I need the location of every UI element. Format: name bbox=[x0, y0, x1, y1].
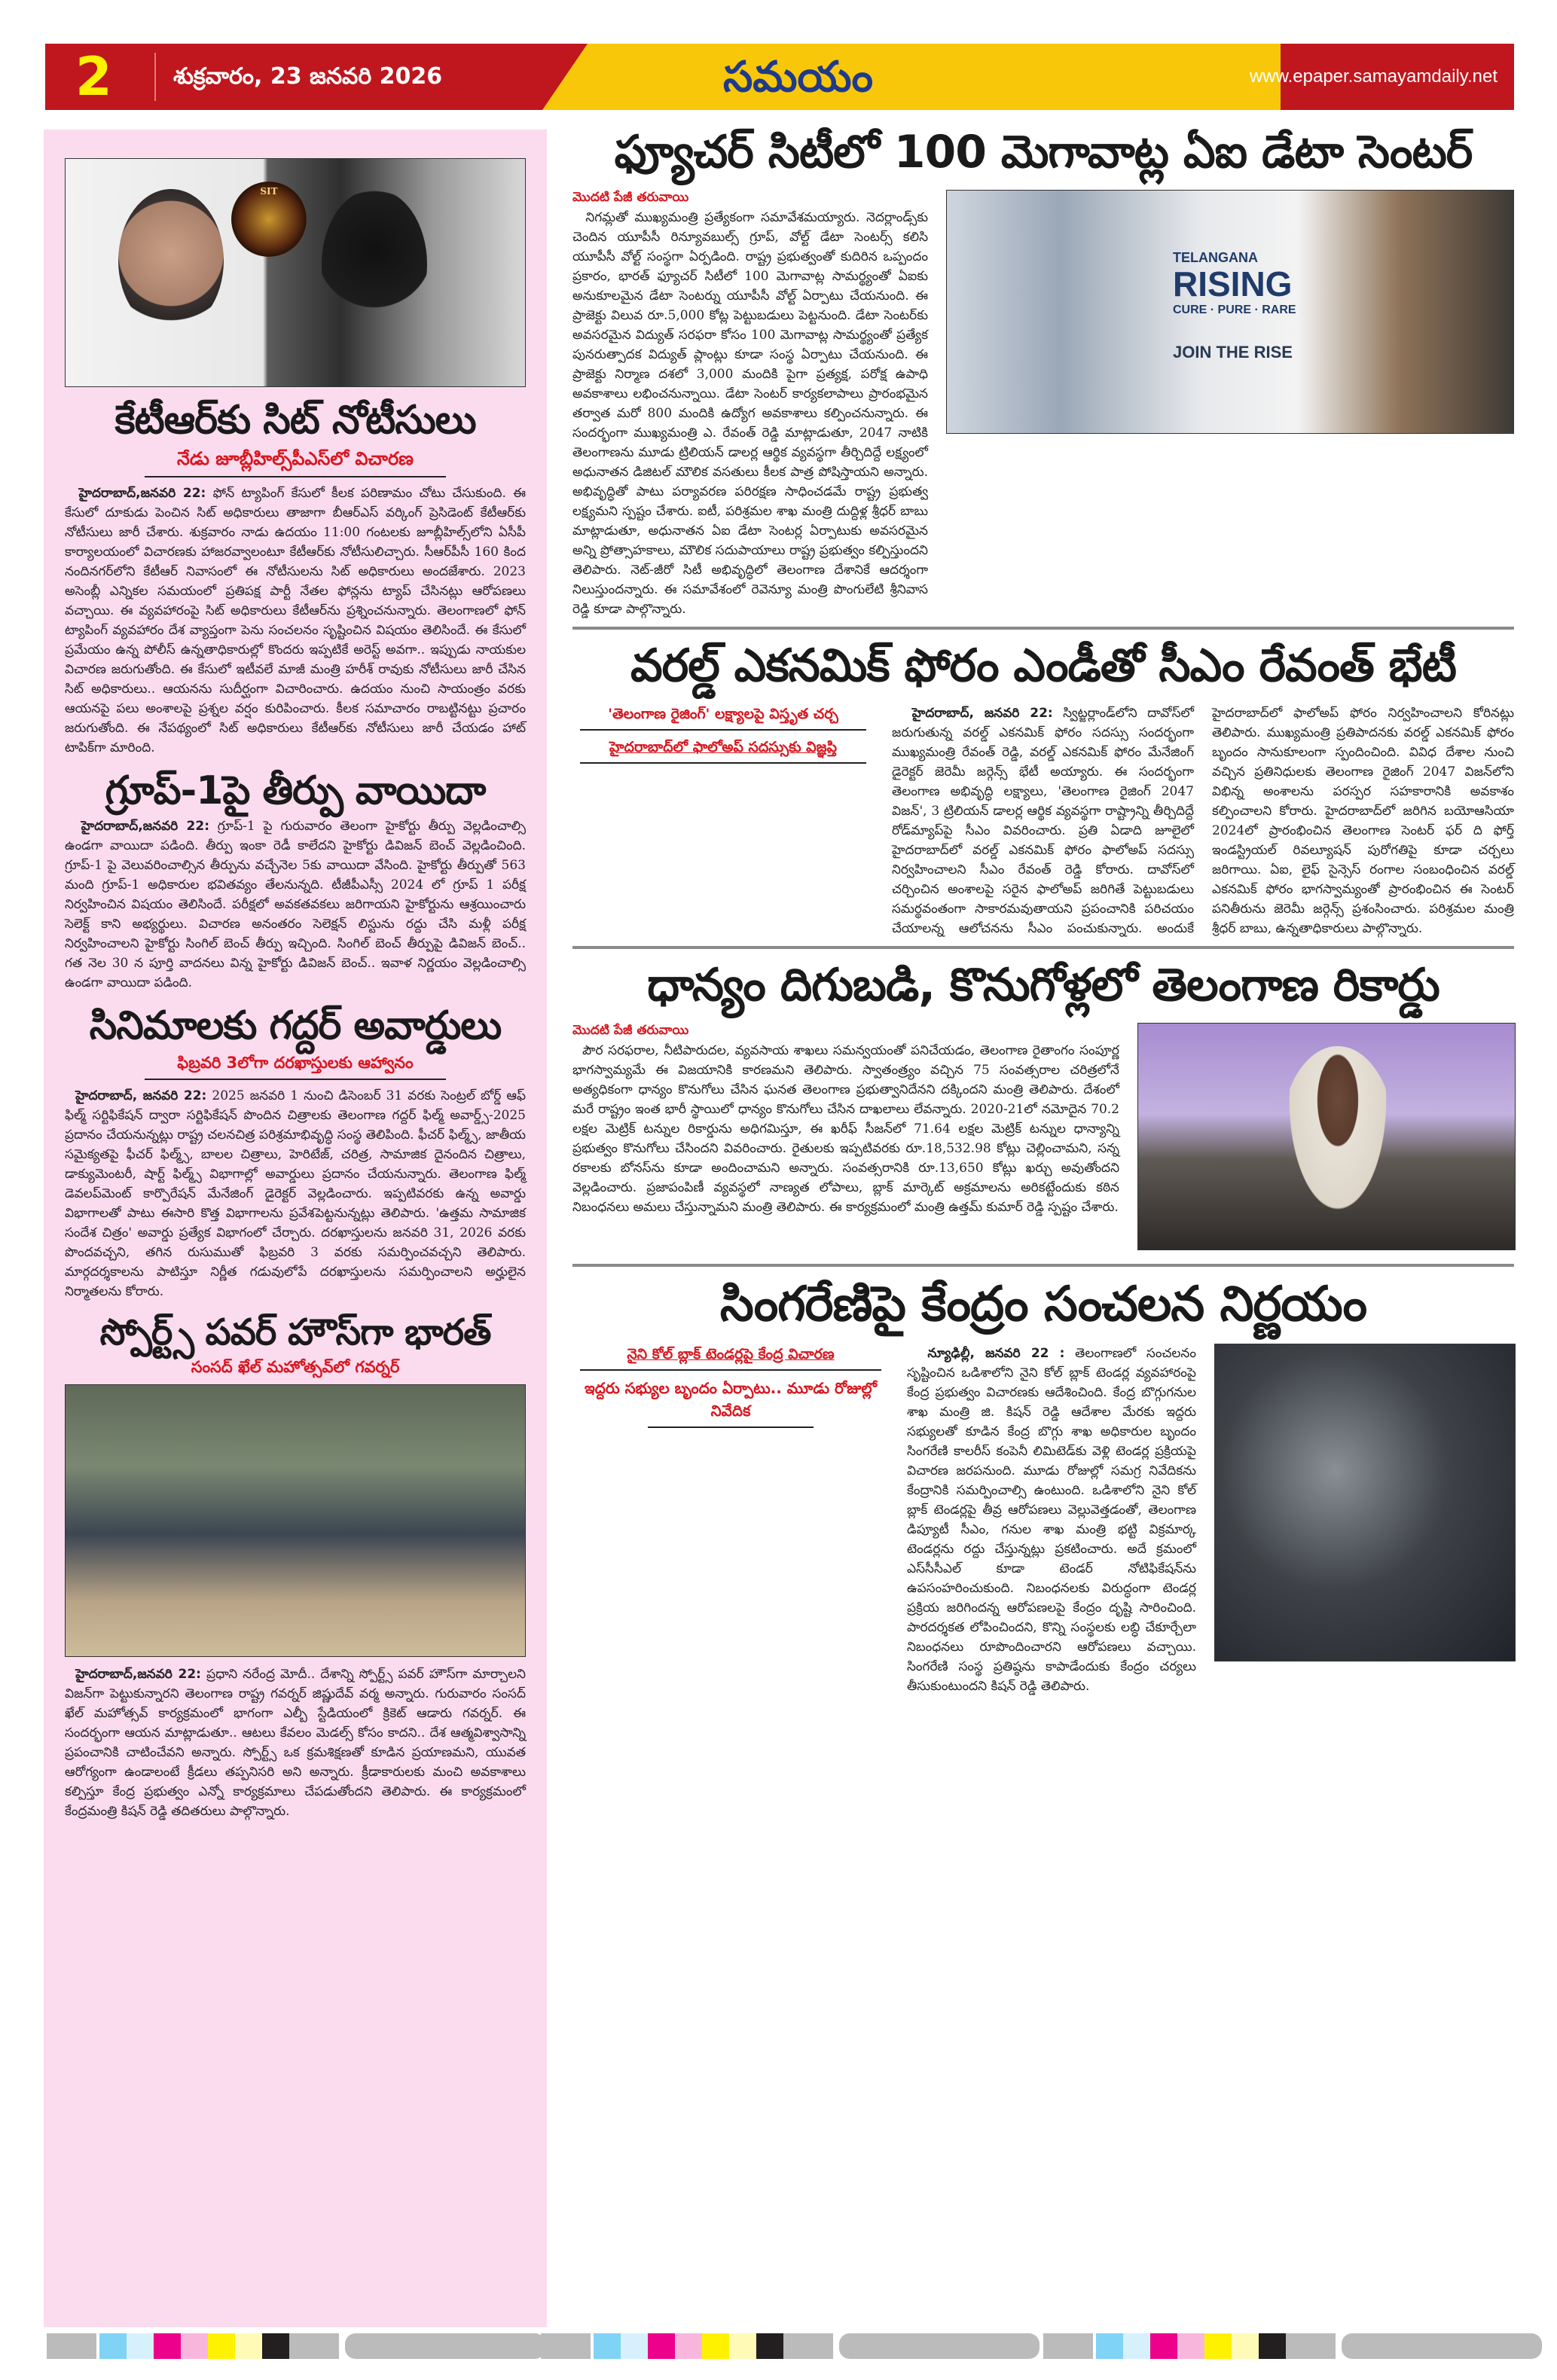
color-swatch bbox=[594, 2333, 621, 2359]
wef-text: స్విట్జర్లాండ్‌లోని దావోస్‌లో జరుగుతున్న వరల్డ్ ఎకనమిక్ ఫోరం సదస్సు సందర్భంగా ముఖ్యమంత్రి రేవంత్ రెడ్డి, వరల్డ్ ఎకనమిక్ ఫోరం మేనేజింగ్ డైరెక్టర్ జెరెమీ జర్గెన్స్ భేటీ అయ్యారు. ఈ సందర్భంగా తెలంగాణ అభివృద్ధి లక్ష్యాలు, 'తెలంగాణ రైజింగ్ 2047 విజన్', 3 ట్రిలియన్ డాలర్ల ఆర్థిక వ్యవస్థగా రాష్ట్రాన్ని తీర్చిదిద్దే రోడ్‌మ్యాప్‌పై సీఎం వివరించారు. ప్రతి ఏడాది జూలైలో హైదరాబాద్‌లో వరల్డ్ ఎకనమిక్ ఫోరం ఫాలోఅప్ సదస్సు నిర్వహించాలని సీఎం రేవంత్ రెడ్డి కోరారు. దావోస్‌లో చర్చించిన అంశాలపై సరైన ఫాలోఅప్ జరిగితే పెట్టుబడులు సమర్థవంతంగా సాకారమవుతాయని ప్రపంచానికి పరిచయం చేయాలన్న ఆలోచనను సీఎం పంచుకున్నారు. అందుకే హైదరాబాద్‌లో ఫాలోఅప్ ఫోరం నిర్వహించాలని కోరినట్లు తెలిపారు. ముఖ్యమంత్రి ప్రతిపాదనకు వరల్డ్ ఎకనమిక్ ఫోరం బృందం సానుకూలంగా స్పందించింది. వివిధ దేశాల నుంచి వచ్చిన ప్రతినిధులకు తెలంగాణ రైజింగ్ 2047 విజన్‌లోని విభిన్న అంశాలను పరస్పర సహకారానికి అవకాశం కల్పించాలని కోరారు. హైదరాబాద్‌లో జరిగిన బయోఆసియా 2024లో ప్రారంభించిన తెలంగాణ సెంటర్ ఫర్ ది ఫోర్త్ ఇండస్ట్రియల్ రివల్యూషన్ పురోగతిపై కూడా చర్చలు జరిగాయి. ఏఐ, లైఫ్ సైన్సెస్ రంగాల సంబంధించిన వరల్డ్ ఎకనమిక్ ఫోరం భాగస్వామ్యంతో ప్రారంభించిన ఈ సెంటర్ పనితీరును జెరెమీ జర్గెన్స్ ప్రశంసించారు. పరిశ్రమల మంత్రి శ్రీధర్ బాబు, ఉన్నతాధికారులు పాల్గొన్నారు. bbox=[892, 706, 1514, 936]
grain-paragraph bbox=[572, 1041, 1119, 1217]
singareni-text: తెలంగాణలో సంచలనం సృష్టించిన ఒడిశాలోని నైని కోల్ బ్లాక్ టెండర్ల వ్యవహారంపై కేంద్ర ప్రభుత్వం విచారణకు ఆదేశించింది. కేంద్ర బొగ్గుగనుల శాఖ మంత్రి జి. కిషన్ రెడ్డి ఆదేశాల మేరకు ఇద్దరు సభ్యులతో కూడిన కేంద్ర బొగ్గు శాఖ అధికారుల బృందం సింగరేణి కాలరీస్ కంపెనీ లిమిటెడ్‌కు వెళ్లి టెండర్ల ప్రక్రియపై విచారణ జరపనుంది. మూడు రోజుల్లో సమగ్ర నివేదికను కేంద్రానికి సమర్పించాల్సి ఉంటుంది. ఒడిశాలోని నైని కోల్ బ్లాక్ టెండర్లపై తీవ్ర ఆరోపణలు వెల్లువెత్తడంతో, తెలంగాణ డిప్యూటీ సీఎం, గనుల శాఖ మంత్రి భట్టి విక్రమార్క టెండర్లను రద్దు చేస్తున్నట్లు ప్రకటించారు. అదే క్రమంలో ఎస్‌సీసీఎల్ కూడా టెండర్ నోటిఫికేషన్‌ను ఉపసంహరించుకుంది. నిబంధనలకు విరుద్ధంగా టెండర్ల ప్రక్రియ జరిగిందన్న ఆరోపణలపై కేంద్రం దృష్టి సారించింది. పారదర్శకత లోపించిందని, కొన్ని సంస్థలకు లబ్ధి చేకూర్చేలా నిబంధనలు రూపొందించారని ఆరోపణలు వచ్చాయి. సింగరేణి సంస్థ ప్రతిష్ఠను కాపాడేందుకు కేంద్రం చర్యలు తీసుకుంటుందని కిషన్ రెడ్డి తెలిపారు. bbox=[907, 1346, 1196, 1694]
wef-subhead-2: హైదరాబాద్‌లో ఫాలోఅప్ సదస్సుకు విజ్ఞప్తి bbox=[609, 739, 838, 755]
ai-datacenter-section bbox=[572, 121, 1514, 1696]
color-swatch bbox=[262, 2333, 289, 2359]
sit-seal-logo bbox=[231, 182, 307, 257]
banner-line2: RISING bbox=[1173, 264, 1293, 304]
banner-line3: CURE · PURE · RARE bbox=[1173, 304, 1296, 316]
left-column bbox=[44, 130, 547, 2327]
gaddar-body bbox=[65, 1086, 526, 1301]
singareni-body bbox=[907, 1344, 1196, 1696]
group1-dateline: హైదరాబాద్,జనవరి 22: bbox=[81, 819, 210, 834]
issue-date: శుక్రవారం, 23 జనవరి 2026 bbox=[173, 63, 443, 90]
color-swatch bbox=[729, 2333, 756, 2359]
color-swatch bbox=[675, 2333, 702, 2359]
color-swatch bbox=[702, 2333, 729, 2359]
coal-mine-photo bbox=[1214, 1344, 1516, 1661]
banner-line1: TELANGANA bbox=[1173, 250, 1258, 265]
singareni-subhead-1: నైని కోల్ బ్లాక్ టెండర్లపై కేంద్ర విచారణ bbox=[627, 1346, 835, 1362]
ai-datacenter-headline: ఫ్యూచర్ సిటీలో 100 మెగావాట్ల ఏఐ డేటా సెంటర్ bbox=[614, 126, 1473, 178]
gaddar-headline: సినిమాలకు గద్దర్ అవార్డులు bbox=[89, 1003, 502, 1048]
grain-headline: ధాన్యం దిగుబడి, కొనుగోళ్లలో తెలంగాణ రికార్డు bbox=[647, 959, 1439, 1012]
sports-dateline: హైదరాబాద్,జనవరి 22: bbox=[75, 1667, 201, 1682]
sports-subhead: సంసద్ ఖేల్ మహోత్సవ్‌లో గవర్నర్ bbox=[191, 1358, 400, 1376]
gaddar-text: 2025 జనవరి 1 నుంచి డిసెంబర్ 31 వరకు సెంట్రల్ బోర్డ్ ఆఫ్ ఫిల్మ్ సర్టిఫికేషన్ ద్వారా సర్టిఫికేషన్ పొందిన చిత్రాలకు తెలంగాణ గద్దర్ ఫిల్మ్ అవార్డ్స్-2025 ప్రదానం చేయనున్నట్లు రాష్ట్ర చలనచిత్ర పరిశ్రమాభివృద్ధి సంస్థ తెలిపింది. ఫీచర్ ఫిల్మ్స్, జాతీయ సమైక్యతపై ఫీచర్ ఫిల్మ్స్, బాలల చిత్రాలు, హెరిటేజ్, చరిత్ర, సామాజిక దైనందిన చిత్రాలు, డాక్యుమెంటరీ, షార్ట్ ఫిల్మ్స్ విభాగాల్లో అవార్డులు ప్రదానం చేయనున్నారు. తెలంగాణ ఫిల్మ్ డెవలప్‌మెంట్ కార్పొరేషన్ మేనేజింగ్ డైరెక్టర్ వెల్లడించారు. ఇప్పటివరకు ఉన్న అవార్డు విభాగాలతో పాటు ఈసారి కొత్త విభాగాలను ప్రవేశపెట్టనున్నట్లు తెలిపారు. 'ఉత్తమ సామాజిక సందేశ చిత్రం' అవార్డు ప్రత్యేక విభాగంలో చేర్చారు. దరఖాస్తులను జనవరి 31, 2026 వరకు పొందవచ్చని, తగిన రుసుముతో ఫిబ్రవరి 3 వరకు సమర్పించవచ్చని తెలిపారు. మార్గదర్శకాలను పాటిస్తూ నిర్ణీత గడువులోపే దరఖాస్తులను సమర్పించాలని అర్హులైన నిర్మాతలను కోరారు. bbox=[65, 1088, 527, 1299]
group1-body bbox=[65, 816, 526, 993]
color-swatch bbox=[1286, 2333, 1336, 2359]
color-bar-pill bbox=[839, 2333, 1040, 2359]
newspaper-logo: సమయం bbox=[723, 52, 873, 102]
minister-figure bbox=[1281, 1046, 1394, 1227]
ai-datacenter-paragraph bbox=[572, 208, 928, 619]
color-swatch bbox=[1043, 2333, 1093, 2359]
color-swatch bbox=[208, 2333, 235, 2359]
sports-text: ప్రధాని నరేంద్ర మోదీ.. దేశాన్ని స్పోర్ట్స్ పవర్ హౌస్‌గా మార్చాలని విజన్‌గా పెట్టుకున్నారని తెలంగాణ రాష్ట్ర గవర్నర్ జిష్ణుదేవ్ వర్మ అన్నారు. గురువారం సంసద్ ఖేల్ మహోత్సవ్ కార్యక్రమంలో భాగంగా ఎల్బీ స్టేడియంలో క్రికెట్ ఆడారు గవర్నర్. ఈ సందర్భంగా ఆయన మాట్లాడుతూ.. ఆటలు కేవలం మెడల్స్ కోసం కాదని.. దేశ ఆత్మవిశ్వాసాన్ని ప్రపంచానికి చాటించేవని అన్నారు. స్పోర్ట్స్ ఒక క్రమశిక్షణతో కూడిన ప్రయాణమని, యువత ఆరోగ్యంగా ఉండాలంటే క్రీడలు తప్పనిసరి అని అన్నారు. క్రీడాకారులకు మంచి అవకాశాలు కల్పిస్తూ కేంద్ర ప్రభుత్వం ఎన్నో కార్యక్రమాలు చేపడుతోందని తెలిపారు. ఈ కార్యక్రమంలో కేంద్రమంత్రి కిషన్ రెడ్డి తదితరులు పాల్గొన్నారు. bbox=[65, 1667, 526, 1819]
color-swatch bbox=[541, 2333, 591, 2359]
section-divider bbox=[572, 627, 1514, 630]
section-divider-2 bbox=[572, 946, 1514, 949]
singareni-dateline: న్యూఢిల్లీ, జనవరి 22 : bbox=[927, 1346, 1065, 1361]
singareni-rule-1 bbox=[580, 1369, 881, 1371]
ktr-dateline: హైదరాబాద్,జనవరి 22: bbox=[78, 486, 206, 501]
singareni-headline: సింగరేణిపై కేంద్రం సంచలన నిర్ణయం bbox=[719, 1277, 1367, 1332]
color-swatch bbox=[47, 2333, 96, 2359]
singareni-left-column bbox=[572, 1344, 889, 1434]
wef-subheads bbox=[572, 703, 874, 770]
gaddar-rule bbox=[145, 1079, 446, 1080]
cm-davos-photo bbox=[946, 190, 1514, 434]
website-link[interactable]: www.epaper.samayamdaily.net bbox=[1249, 66, 1497, 87]
singareni-rule-2 bbox=[648, 1426, 814, 1428]
seal-text: SIT bbox=[260, 186, 278, 197]
color-swatch bbox=[99, 2333, 127, 2359]
masthead bbox=[45, 44, 1514, 110]
color-swatch bbox=[1204, 2333, 1232, 2359]
section-divider-3 bbox=[572, 1264, 1514, 1267]
wef-rule-1 bbox=[580, 729, 866, 731]
singareni-subhead-2: ఇద్దరు సభ్యుల బృందం ఏర్పాటు.. మూడు రోజుల్లో నివేదిక bbox=[584, 1379, 878, 1420]
color-swatch bbox=[1150, 2333, 1177, 2359]
wef-headline: వరల్డ్ ఎకనమిక్ ఫోరం ఎండీతో సీఎం రేవంత్ భేటీ bbox=[630, 639, 1456, 692]
color-swatch bbox=[621, 2333, 648, 2359]
color-swatch bbox=[1259, 2333, 1286, 2359]
singareni-photo-column bbox=[1214, 1344, 1514, 1661]
grain-kicker: మొదటి పేజీ తరువాయి bbox=[572, 1023, 689, 1038]
wef-dateline: హైదరాబాద్, జనవరి 22: bbox=[911, 706, 1053, 721]
color-swatch bbox=[1096, 2333, 1123, 2359]
color-swatch bbox=[127, 2333, 154, 2359]
wef-rule-2 bbox=[580, 762, 866, 764]
color-swatch bbox=[783, 2333, 833, 2359]
ktr-text: ఫోన్ ట్యాపింగ్ కేసులో కీలక పరిణామం చోటు చేసుకుంది. ఈ కేసులో దూకుడు పెంచిన సిట్ అధికారులు తాజాగా బీఆర్‌ఎస్ వర్కింగ్ ప్రెసిడెంట్ కేటీఆర్‌కు నోటీసులు జారీ చేశారు. శుక్రవారం నాడు ఉదయం 11:00 గంటలకు జూబ్లీహిల్స్‌లోని ఏసీపీ కార్యాలయంలో విచారణకు హాజరవ్వాలంటూ కేటీఆర్‌కు నోటీసులిచ్చారు. సీఆర్‌పీసీ 160 కింద నందినగర్‌లోని కేటీఆర్ నివాసంలో ఈ నోటీసులను సిట్ అధికారులు అందజేశారు. 2023 అసెంబ్లీ ఎన్నికల సమయంలో ప్రతిపక్ష పార్టీ నేతల ఫోన్లను ట్యాప్ చేసినట్లు ఆరోపణలు వచ్చాయి. ఈ వ్యవహారంపై సిట్ అధికారులు కేటీఆర్‌ను ప్రశ్నించనున్నారు. తెలంగాణలో ఫోన్ ట్యాపింగ్ వ్యవహారం దేశ వ్యాప్తంగా పెను సంచలనం సృష్టించిన విషయం తెలిసిందే. ఈ కేసులో ప్రమేయం ఉన్న పోలీస్ ఉన్నతాధికారుల్లో కొందరు ఇప్పటికే అరెస్ట్ అవగా.. ఇప్పుడు నాయకుల విచారణ జరుగుతోంది. ఈ కేసులో ఇటీవలే మాజీ మంత్రి హరీశ్ రావుకు నోటీసులు జారీ చేసిన సిట్ అధికారులు.. ఆయనను సుదీర్ఘంగా విచారించారు. ఉదయం నుంచి సాయంత్రం వరకు ఆయనపై పలు అంశాలపై ప్రశ్నల వర్షం కురిపించారు. కీలక సమాచారం రాబట్టినట్టు ప్రచారం జరుగుతోంది. ఈ నేపథ్యంలో సిట్ అధికారులు కేటీఆర్‌కు నోటీసులు జారీ చేయడం హాట్ టాపిక్‌గా మారింది. bbox=[65, 486, 527, 755]
ktr-body bbox=[65, 484, 526, 758]
wef-body bbox=[892, 703, 1514, 938]
color-swatch bbox=[289, 2333, 339, 2359]
color-bar-pill bbox=[1342, 2333, 1542, 2359]
governor-cricket-photo bbox=[65, 1384, 526, 1657]
color-bar-pill bbox=[345, 2333, 545, 2359]
color-swatch bbox=[1177, 2333, 1204, 2359]
minister-press-photo bbox=[1137, 1023, 1516, 1250]
ai-datacenter-kicker: మొదటి పేజీ తరువాయి bbox=[572, 190, 689, 205]
ktr-subhead: నేడు జూబ్లీహిల్స్‌పీఎస్‌లో విచారణ bbox=[177, 448, 414, 469]
group1-headline: గ్రూప్-1పై తీర్పు వాయిదా bbox=[105, 768, 486, 813]
gaddar-dateline: హైదరాబాద్, జనవరి 22: bbox=[75, 1088, 207, 1103]
banner-line4: JOIN THE RISE bbox=[1173, 343, 1293, 362]
color-swatch bbox=[648, 2333, 675, 2359]
wef-subhead-1: 'తెలంగాణ రైజింగ్' లక్ష్యాలపై విస్తృత చర్చ bbox=[608, 706, 838, 722]
sports-body bbox=[65, 1664, 526, 1821]
ai-datacenter-text: నిగమ్లతో ముఖ్యమంత్రి ప్రత్యేకంగా సమావేశమయ్యారు. నెదర్లాండ్స్‌కు చెందిన యూపీసీ రిన్యూవబుల్స్ గ్రూప్, వోల్ట్ డేటా సెంటర్స్ కలిసి యూపీసీ వోల్ట్ సంస్థగా ఏర్పడింది. రాష్ట్ర ప్రభుత్వంతో కుదిరిన ఒప్పందం ప్రకారం, భారత్ ఫ్యూచర్ సిటీలో 100 మెగావాట్ల సామర్థ్యంతో ఏఐకు అనుకూలమైన డేటా సెంటర్ను యూపీసీ వోల్ట్ ఏర్పాటు చేయనుంది. ఈ ప్రాజెక్టు విలువ రూ.5,000 కోట్ల పెట్టుబడులు పెట్టనుంది. డేటా సెంటర్‌కు అవసరమైన విద్యుత్ సరఫరా కోసం 100 మెగావాట్ల సామర్థ్యంతో ప్రత్యేక పునరుత్పాదక విద్యుత్ ప్లాంట్లు కూడా సంస్థ ఏర్పాటు చేయనుంది. ఈ ప్రాజెక్టు నిర్మాణ దశలో 3,000 మందికి పైగా ప్రత్యక్ష, పరోక్ష ఉపాధి అవకాశాలు లభించనున్నాయి. డేటా సెంటర్ కార్యకలాపాలు ప్రారంభమైన తర్వాత మరో 800 మందికి ఉద్యోగ అవకాశాలు కల్పించనున్నారు. ఈ సందర్భంగా ముఖ్యమంత్రి ఎ. రేవంత్ రెడ్డి మాట్లాడుతూ, 2047 నాటికి తెలంగాణను మూడు ట్రిలియన్ డాలర్ల ఆర్థిక వ్యవస్థగా తీర్చిదిద్దే లక్ష్యంలో అధునాతన డిజిటల్ మౌలిక వసతులు కీలక పాత్ర పోషిస్తాయని అన్నారు. అభివృద్ధితో పాటు పర్యావరణ పరిరక్షణ సాధించడమే రాష్ట్ర ప్రభుత్వ లక్ష్యమని స్పష్టం చేశారు. ఐటీ, పరిశ్రమల శాఖ మంత్రి దుద్దిళ్ల శ్రీధర్ బాబు మాట్లాడుతూ, అధునాతన ఏఐ డేటా సెంటర్ల ఏర్పాటుకు అవసరమైన అన్ని ప్రోత్సాహకాలు, మౌలిక సదుపాయాలు రాష్ట్ర ప్రభుత్వం కల్పిస్తుందని తెలిపారు. నెట్-జీరో సిటీ అభివృద్ధిలో తెలంగాణ దేశానికే ఆదర్శంగా నిలుస్తుందన్నారు. ఈ సమావేశంలో రెవెన్యూ మంత్రి పొంగులేటి శ్రీనివాస రెడ్డి కూడా పాల్గొన్నారు. bbox=[572, 210, 928, 617]
color-swatch bbox=[1232, 2333, 1259, 2359]
color-swatch bbox=[181, 2333, 208, 2359]
headphone-silhouette bbox=[322, 189, 427, 340]
gaddar-subhead: ఫిబ్రవరి 3లోగా దరఖాస్తులకు ఆహ్వానం bbox=[177, 1054, 414, 1072]
masthead-yellow-band bbox=[542, 44, 1281, 110]
grain-photo-column bbox=[1137, 1023, 1514, 1256]
color-swatch bbox=[756, 2333, 783, 2359]
color-swatch bbox=[1123, 2333, 1150, 2359]
masthead-divider bbox=[154, 53, 156, 101]
singareni-paragraph bbox=[907, 1344, 1196, 1696]
ai-datacenter-body bbox=[572, 190, 928, 619]
ktr-rule bbox=[145, 476, 446, 478]
color-swatch bbox=[154, 2333, 181, 2359]
group1-text: గ్రూప్-1 పై గురువారం తెలంగా హైకోర్టు తీర్పు వెల్లడించాల్సి ఉండగా వాయిదా పడింది. తీర్పు ఇంకా రెడీ కాలేదని హైకోర్టు డివిజన్ బెంచ్ వెల్లడించింది. గ్రూప్-1 పై వెలువరించాల్సిన తీర్పును వచ్చేనెల 5కు వాయిదా వేసింది. హైకోర్టు తీర్పుతో 563 మంది గ్రూప్-1 అధికారుల భవితవ్యం తేలనున్నది. టీజీపీఎస్సీ 2024 లో గ్రూప్ 1 పరీక్ష నిర్వహించిన విషయం తెలిసిందే. పరీక్షలో అవకతవకలు జరిగాయని హైకోర్టును ఆశ్రయించారు సెలెక్ట్ కాని అభ్యర్థులు. విచారణ అనంతరం సెలెక్షన్ లిస్టును రద్దు చేసి మళ్లీ పరీక్ష నిర్వహించాలని హైకోర్టు సింగిల్ బెంచ్ తీర్పు ఇచ్చింది. సింగిల్ బెంచ్ తీర్పుపై డివిజన్ బెంచ్.. గత నెల 30 న పూర్తి వాదనలు విన్న హైకోర్టు డివిజన్ బెంచ్.. ఇవాళ నిర్ణయం వెల్లడించాల్సి ఉండగా వాయిదా పడింది. bbox=[65, 819, 526, 990]
ktr-headline: కేటీఆర్‌కు సిట్ నోటీసులు bbox=[114, 398, 476, 443]
grain-text: పౌర సరఫరాల, నీటిపారుదల, వ్యవసాయ శాఖలు సమన్వయంతో పనిచేయడం, తెలంగాణ రైతాంగం సంపూర్ణ భాగస్వామ్యమే ఈ విజయానికి కారణమని తెలిపారు. స్వాతంత్ర్యం వచ్చిన 75 సంవత్సరాల చరిత్రలోనే అత్యధికంగా ధాన్యం కొనుగోలు చేసిన ఘనత తెలంగాణ ప్రభుత్వానిదేనని దక్కిందని మంత్రి తెలిపారు. దేశంలో మరే రాష్ట్రం ఇంత భారీ స్థాయిలో ధాన్యం కొనుగోలు చేసిన దాఖలాలు లేవన్నారు. 2020-21లో నమోదైన 70.2 లక్షల మెట్రిక్ టన్నుల రికార్డును అధిగమిస్తూ, ఈ ఖరీఫ్ సీజన్‌లో 71.64 లక్షల మెట్రిక్ టన్నుల ధాన్యాన్ని ప్రభుత్వం కొనుగోలు చేసిందని వివరించారు. రైతులకు ఇప్పటివరకు రూ.18,532.98 కోట్లు చెల్లించామని, సన్న రకాలకు బోనస్‌ను కూడా అందించామని అన్నారు. సంవత్సరానికి రూ.13,650 కోట్లు ఖర్చు అవుతోందని వెల్లడించారు. ప్రజాపంపిణీ వ్యవస్థలో నాణ్యత లోపాలు, బ్లాక్ మార్కెట్ అక్రమాలను అరికట్టేందుకు కఠిన నిబంధనలు అమలు చేస్తున్నామని మంత్రి తెలిపారు. ఈ కార్యక్రమంలో మంత్రి ఉత్తమ్ కుమార్ రెడ్డి స్పష్టం చేశారు. bbox=[572, 1043, 1119, 1215]
wef-paragraph bbox=[892, 703, 1514, 938]
grain-body bbox=[572, 1023, 1119, 1217]
sports-headline: స్పోర్ట్స్ పవర్ హౌస్‌గా భారత్ bbox=[99, 1311, 491, 1353]
color-swatch bbox=[235, 2333, 262, 2359]
telangana-rising-banner bbox=[1173, 249, 1296, 361]
print-color-bar bbox=[0, 2333, 1557, 2359]
ktr-face bbox=[118, 189, 224, 332]
ktr-sit-photo bbox=[65, 158, 526, 387]
page-number: 2 bbox=[75, 46, 112, 108]
